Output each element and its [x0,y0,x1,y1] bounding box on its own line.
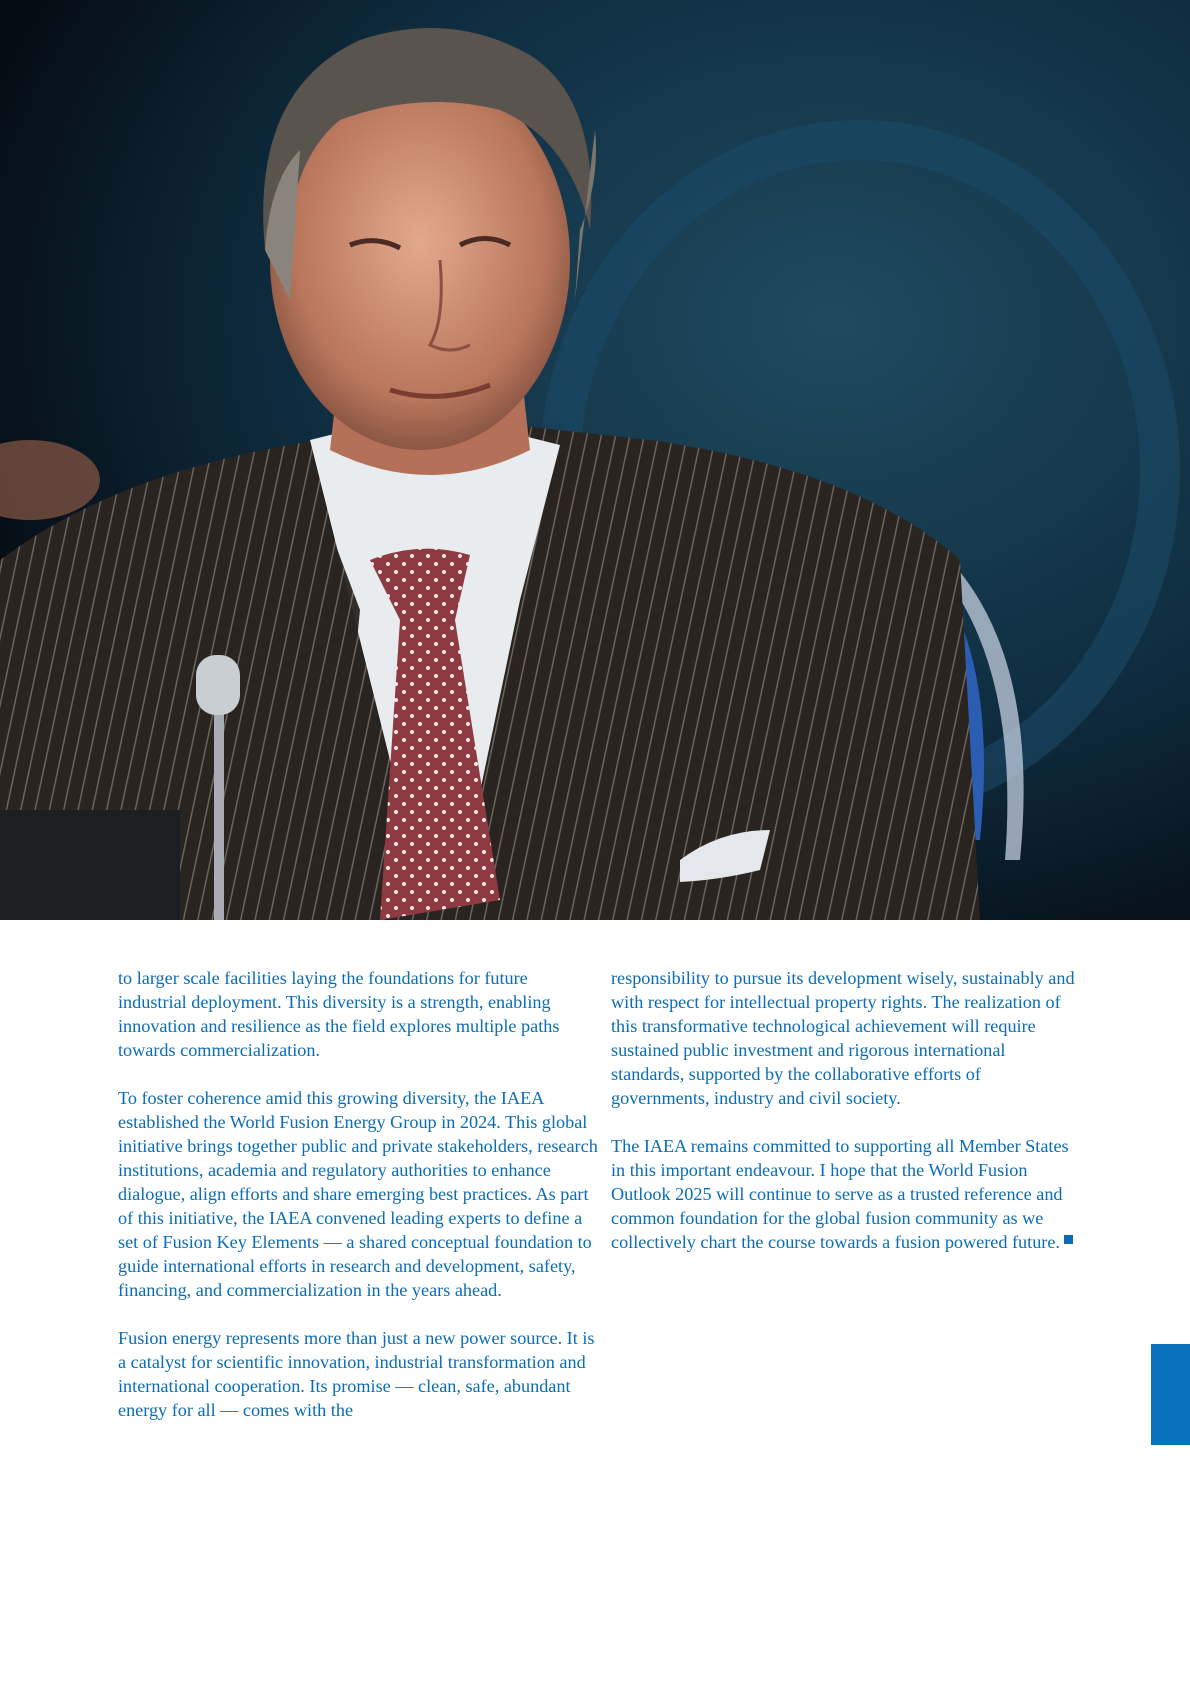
end-square-icon [1064,1235,1073,1244]
paragraph-text: The IAEA remains committed to supporting all Member States in this important endeavour. I hope that the World Fusion Outlook 2025 will continue to serve as a trusted reference and common foundation for the global fusion community as we collectively chart the course towards a fusion powered future. [611,1136,1069,1252]
paragraph-final [611,1134,1081,1254]
text-column-right [611,966,1081,1278]
paragraph: To foster coherence amid this growing diversity, the IAEA established the World Fusion Energy Group in 2024. This global initiative brings together public and private stakeholders, research institutions, academia and regulatory authorities to enhance dialogue, align efforts and share emerging best practices. As part of this initiative, the IAEA convened leading experts to define a set of Fusion Key Elements — a shared conceptual foundation to guide international efforts in research and development, safety, financing, and commercialization in the years ahead. [118,1088,598,1300]
paragraph: to larger scale facilities laying the foundations for future industrial deployment. This diversity is a strength, enabling innovation and resilience as the field explores multiple paths towards commercialization. [118,968,560,1060]
paragraph: Fusion energy represents more than just a new power source. It is a catalyst for scientific innovation, industrial transformation and international cooperation. Its promise — clean, safe, abundant energy for all — comes with the [118,1328,595,1420]
paragraph: responsibility to pursue its development wisely, sustainably and with respect for intellectual property rights. The realization of this transformative technological achievement will require sustained public investment and rigorous international standards, supported by the collaborative efforts of governments, industry and civil society. [611,968,1075,1108]
text-column-left [118,966,598,1446]
page-side-tab [1151,1344,1190,1445]
